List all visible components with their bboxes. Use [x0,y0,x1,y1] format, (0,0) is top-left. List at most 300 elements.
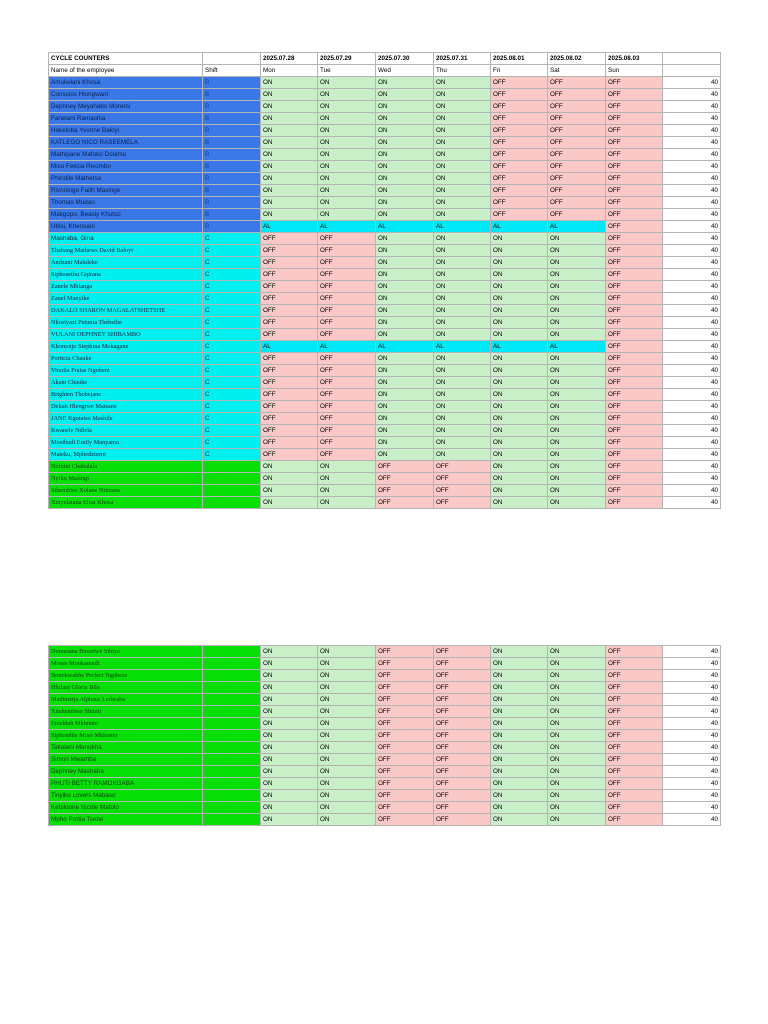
employee-name-cell[interactable]: Mashaba, Gina [49,233,203,245]
status-cell[interactable]: OFF [318,329,376,341]
status-cell[interactable]: ON [318,742,376,754]
status-cell[interactable]: ON [261,718,318,730]
shift-cell[interactable]: A [203,682,261,694]
status-cell[interactable]: OFF [548,125,606,137]
status-cell[interactable]: ON [491,497,548,509]
employee-name-cell[interactable]: Moses Mookamedi [49,658,203,670]
status-cell[interactable]: ON [318,173,376,185]
status-cell[interactable]: ON [318,778,376,790]
shift-cell[interactable]: C [203,305,261,317]
status-cell[interactable]: OFF [606,221,663,233]
shift-cell[interactable]: B [203,149,261,161]
hours-total-cell[interactable]: 40 [663,425,721,437]
status-cell[interactable]: OFF [318,269,376,281]
status-cell[interactable]: ON [318,161,376,173]
status-cell[interactable]: ON [318,766,376,778]
status-cell[interactable]: ON [491,353,548,365]
status-cell[interactable]: ON [318,197,376,209]
status-cell[interactable]: OFF [318,233,376,245]
employee-name-cell[interactable]: Dephney Mashaba [49,766,203,778]
status-cell[interactable]: OFF [606,353,663,365]
status-cell[interactable]: ON [318,730,376,742]
status-cell[interactable]: ON [318,185,376,197]
employee-name-cell[interactable]: Takaleni Manukha [49,742,203,754]
status-cell[interactable]: OFF [376,766,434,778]
status-cell[interactable]: ON [548,754,606,766]
status-cell[interactable]: ON [548,245,606,257]
status-cell[interactable]: ON [491,790,548,802]
hours-total-cell[interactable]: 40 [663,77,721,89]
status-cell[interactable]: ON [261,149,318,161]
status-cell[interactable]: ON [376,161,434,173]
status-cell[interactable]: ON [491,461,548,473]
status-cell[interactable]: OFF [261,425,318,437]
status-cell[interactable]: ON [261,790,318,802]
status-cell[interactable]: ON [376,329,434,341]
hours-total-cell[interactable]: 40 [663,658,721,670]
status-cell[interactable]: ON [318,670,376,682]
status-cell[interactable]: OFF [434,473,491,485]
employee-name-cell[interactable]: Dephney Meyahabo Moremi [49,101,203,113]
status-cell[interactable]: ON [548,802,606,814]
status-cell[interactable]: ON [434,317,491,329]
hours-total-cell[interactable]: 40 [663,233,721,245]
employee-name-cell[interactable]: Hakeloba Yvonne Baloyi [49,125,203,137]
employee-name-cell[interactable]: KATLEGO NICO RASEEMELA [49,137,203,149]
status-cell[interactable]: OFF [491,77,548,89]
status-cell[interactable]: ON [261,706,318,718]
status-cell[interactable]: ON [491,718,548,730]
employee-name-cell[interactable]: Amukelani Khosa [49,77,203,89]
status-cell[interactable]: AL [318,341,376,353]
status-cell[interactable]: OFF [548,197,606,209]
status-cell[interactable]: OFF [606,197,663,209]
status-cell[interactable]: ON [434,305,491,317]
status-cell[interactable]: ON [548,377,606,389]
status-cell[interactable]: ON [491,730,548,742]
shift-cell[interactable]: A [203,754,261,766]
shift-cell[interactable]: C [203,449,261,461]
status-cell[interactable]: OFF [376,485,434,497]
hours-total-cell[interactable]: 40 [663,814,721,826]
day-header[interactable]: Sun [606,65,663,77]
date-header[interactable]: 2025.07.29 [318,53,376,65]
employee-name-cell[interactable]: VULANI DEPHNEY SHIBAMBO [49,329,203,341]
status-cell[interactable]: OFF [261,389,318,401]
employee-name-cell[interactable]: Dumasana Busisiwe Sibiya [49,646,203,658]
status-cell[interactable]: OFF [606,161,663,173]
employee-name-cell[interactable]: Siphosethu Gqirana [49,269,203,281]
shift-cell[interactable]: C [203,269,261,281]
hours-total-cell[interactable]: 40 [663,802,721,814]
status-cell[interactable]: ON [491,766,548,778]
status-cell[interactable]: OFF [434,682,491,694]
status-cell[interactable]: OFF [606,497,663,509]
status-cell[interactable]: OFF [434,497,491,509]
shift-cell[interactable]: B [203,209,261,221]
status-cell[interactable]: ON [548,281,606,293]
status-cell[interactable]: ON [318,790,376,802]
name-column-header[interactable]: Name of the employee [49,65,203,77]
status-cell[interactable]: OFF [606,185,663,197]
employee-name-cell[interactable]: Brighten Thobejane [49,389,203,401]
status-cell[interactable]: ON [491,485,548,497]
status-cell[interactable]: ON [261,646,318,658]
status-cell[interactable]: ON [491,305,548,317]
shift-cell[interactable]: A [203,497,261,509]
status-cell[interactable]: ON [434,113,491,125]
date-header[interactable]: 2025.08.02 [548,53,606,65]
status-cell[interactable]: OFF [606,706,663,718]
status-cell[interactable]: ON [376,101,434,113]
status-cell[interactable]: OFF [606,694,663,706]
status-cell[interactable]: ON [261,77,318,89]
status-cell[interactable]: ON [548,389,606,401]
hours-total-cell[interactable]: 40 [663,706,721,718]
status-cell[interactable]: ON [548,718,606,730]
day-header[interactable]: Mon [261,65,318,77]
status-cell[interactable]: OFF [606,754,663,766]
status-cell[interactable]: ON [491,473,548,485]
status-cell[interactable]: ON [434,185,491,197]
day-header[interactable]: Wed [376,65,434,77]
hours-total-cell[interactable]: 40 [663,125,721,137]
header-blank-cell[interactable] [663,53,721,65]
status-cell[interactable]: ON [261,485,318,497]
hours-total-cell[interactable]: 40 [663,389,721,401]
status-cell[interactable]: OFF [318,305,376,317]
status-cell[interactable]: OFF [318,437,376,449]
status-cell[interactable]: ON [548,413,606,425]
status-cell[interactable]: ON [491,754,548,766]
status-cell[interactable]: ON [434,365,491,377]
status-cell[interactable]: ON [376,389,434,401]
status-cell[interactable]: OFF [376,682,434,694]
status-cell[interactable]: ON [491,245,548,257]
status-cell[interactable]: ON [548,329,606,341]
status-cell[interactable]: ON [261,473,318,485]
status-cell[interactable]: OFF [606,281,663,293]
status-cell[interactable]: ON [491,413,548,425]
status-cell[interactable]: OFF [606,377,663,389]
status-cell[interactable]: OFF [491,149,548,161]
status-cell[interactable]: ON [434,245,491,257]
status-cell[interactable]: OFF [434,802,491,814]
status-cell[interactable]: OFF [606,802,663,814]
hours-total-cell[interactable]: 40 [663,754,721,766]
employee-name-cell[interactable]: Mixo Felicia Rivombo [49,161,203,173]
hours-total-cell[interactable]: 40 [663,257,721,269]
status-cell[interactable]: AL [376,221,434,233]
hours-total-cell[interactable]: 40 [663,329,721,341]
status-cell[interactable]: ON [434,173,491,185]
status-cell[interactable]: ON [318,694,376,706]
shift-cell[interactable]: A [203,706,261,718]
status-cell[interactable]: OFF [606,293,663,305]
status-cell[interactable]: OFF [434,706,491,718]
status-cell[interactable]: ON [376,137,434,149]
status-cell[interactable]: OFF [318,377,376,389]
status-cell[interactable]: OFF [606,473,663,485]
status-cell[interactable]: OFF [261,353,318,365]
status-cell[interactable]: OFF [491,197,548,209]
employee-name-cell[interactable]: Mathipane Mafoko Dolamo [49,149,203,161]
hours-total-cell[interactable]: 40 [663,377,721,389]
status-cell[interactable]: ON [261,766,318,778]
employee-name-cell[interactable]: Phindile Mathetsa [49,173,203,185]
status-cell[interactable]: ON [491,694,548,706]
status-cell[interactable]: OFF [376,646,434,658]
status-cell[interactable]: ON [376,113,434,125]
hours-total-cell[interactable]: 40 [663,161,721,173]
hours-total-cell[interactable]: 40 [663,778,721,790]
status-cell[interactable]: OFF [376,754,434,766]
status-cell[interactable]: ON [318,209,376,221]
employee-name-cell[interactable]: Makgopo, Beasly Khutso [49,209,203,221]
status-cell[interactable]: ON [548,646,606,658]
shift-cell[interactable]: B [203,161,261,173]
status-cell[interactable]: OFF [434,485,491,497]
hours-total-cell[interactable]: 40 [663,670,721,682]
status-cell[interactable]: OFF [318,389,376,401]
status-cell[interactable]: ON [261,101,318,113]
shift-cell[interactable]: B [203,113,261,125]
status-cell[interactable]: ON [491,233,548,245]
status-cell[interactable]: OFF [548,173,606,185]
status-cell[interactable]: ON [376,281,434,293]
hours-total-cell[interactable]: 40 [663,293,721,305]
status-cell[interactable]: ON [261,694,318,706]
status-cell[interactable]: ON [491,658,548,670]
shift-cell[interactable]: C [203,233,261,245]
hours-total-cell[interactable]: 40 [663,694,721,706]
status-cell[interactable]: ON [548,473,606,485]
status-cell[interactable]: ON [261,161,318,173]
shift-cell[interactable]: A [203,814,261,826]
status-cell[interactable]: OFF [434,694,491,706]
status-cell[interactable]: ON [318,646,376,658]
status-cell[interactable]: OFF [606,778,663,790]
status-cell[interactable]: ON [434,233,491,245]
status-cell[interactable]: AL [548,341,606,353]
shift-cell[interactable]: A [203,461,261,473]
status-cell[interactable]: ON [548,814,606,826]
status-cell[interactable]: ON [376,269,434,281]
employee-name-cell[interactable]: Nyiko Masingi [49,473,203,485]
status-cell[interactable]: ON [261,814,318,826]
status-cell[interactable]: OFF [606,437,663,449]
status-cell[interactable]: OFF [548,101,606,113]
status-cell[interactable]: OFF [491,113,548,125]
hours-total-cell[interactable]: 40 [663,269,721,281]
status-cell[interactable]: ON [318,497,376,509]
status-cell[interactable]: ON [318,89,376,101]
shift-cell[interactable]: A [203,473,261,485]
status-cell[interactable]: OFF [491,125,548,137]
status-cell[interactable]: ON [376,317,434,329]
status-cell[interactable]: OFF [606,742,663,754]
shift-cell[interactable]: C [203,281,261,293]
status-cell[interactable]: OFF [376,461,434,473]
status-cell[interactable]: ON [548,233,606,245]
status-cell[interactable]: OFF [434,730,491,742]
hours-total-cell[interactable]: 40 [663,113,721,125]
hours-total-cell[interactable]: 40 [663,730,721,742]
status-cell[interactable]: ON [548,742,606,754]
status-cell[interactable]: ON [434,449,491,461]
status-cell[interactable]: ON [434,77,491,89]
status-cell[interactable]: ON [434,413,491,425]
status-cell[interactable]: ON [434,281,491,293]
employee-name-cell[interactable]: Emeldah Mkhonto [49,718,203,730]
status-cell[interactable]: OFF [376,670,434,682]
day-header[interactable]: Sat [548,65,606,77]
employee-name-cell[interactable]: Mosibudi Emily Manyama [49,437,203,449]
status-cell[interactable]: OFF [606,245,663,257]
status-cell[interactable]: ON [491,293,548,305]
status-cell[interactable]: OFF [491,161,548,173]
status-cell[interactable]: ON [491,646,548,658]
employee-name-cell[interactable]: Andzani Maluleke [49,257,203,269]
status-cell[interactable]: ON [491,682,548,694]
status-cell[interactable]: ON [261,802,318,814]
shift-cell[interactable]: A [203,694,261,706]
status-cell[interactable]: ON [548,317,606,329]
status-cell[interactable]: ON [491,365,548,377]
status-cell[interactable]: OFF [606,766,663,778]
status-cell[interactable]: ON [261,209,318,221]
status-cell[interactable]: OFF [606,365,663,377]
shift-cell[interactable]: C [203,389,261,401]
employee-name-cell[interactable]: Siphosihle Mixo Mkhonto [49,730,203,742]
status-cell[interactable]: ON [491,401,548,413]
status-cell[interactable]: OFF [548,77,606,89]
status-cell[interactable]: OFF [376,718,434,730]
sheet-title[interactable]: CYCLE COUNTERS [49,53,203,65]
status-cell[interactable]: OFF [318,401,376,413]
status-cell[interactable]: OFF [434,766,491,778]
hours-total-cell[interactable]: 40 [663,101,721,113]
shift-cell[interactable]: B [203,125,261,137]
status-cell[interactable]: OFF [376,742,434,754]
status-cell[interactable]: OFF [261,233,318,245]
status-cell[interactable]: ON [434,149,491,161]
status-cell[interactable]: OFF [491,137,548,149]
status-cell[interactable]: AL [434,341,491,353]
status-cell[interactable]: ON [376,245,434,257]
hours-total-cell[interactable]: 40 [663,473,721,485]
employee-name-cell[interactable]: Kebiloone Nicole Mafolo [49,802,203,814]
hours-total-cell[interactable]: 40 [663,742,721,754]
status-cell[interactable]: ON [261,682,318,694]
shift-cell[interactable]: B [203,89,261,101]
status-cell[interactable]: OFF [606,269,663,281]
employee-name-cell[interactable]: Simon Mwamba [49,754,203,766]
status-cell[interactable]: OFF [606,646,663,658]
status-cell[interactable]: OFF [606,341,663,353]
status-cell[interactable]: AL [318,221,376,233]
status-cell[interactable]: ON [491,257,548,269]
hours-total-cell[interactable]: 40 [663,766,721,778]
status-cell[interactable]: OFF [376,473,434,485]
status-cell[interactable]: ON [548,437,606,449]
status-cell[interactable]: ON [548,401,606,413]
status-cell[interactable]: ON [434,269,491,281]
status-cell[interactable]: ON [491,742,548,754]
shift-cell[interactable]: A [203,730,261,742]
shift-cell[interactable]: B [203,197,261,209]
employee-name-cell[interactable]: Deltah Hlengiwe Matsane [49,401,203,413]
date-header[interactable]: 2025.07.31 [434,53,491,65]
header-blank-cell[interactable] [663,65,721,77]
hours-total-cell[interactable]: 40 [663,317,721,329]
status-cell[interactable]: OFF [261,305,318,317]
status-cell[interactable]: OFF [606,814,663,826]
status-cell[interactable]: OFF [606,233,663,245]
hours-total-cell[interactable]: 40 [663,485,721,497]
shift-cell[interactable]: C [203,317,261,329]
employee-name-cell[interactable]: Conscios Hlongwani [49,89,203,101]
status-cell[interactable]: OFF [261,401,318,413]
employee-name-cell[interactable]: Thomas Mudau [49,197,203,209]
employee-name-cell[interactable]: Hlulani Gloria Bila [49,682,203,694]
status-cell[interactable]: OFF [606,257,663,269]
shift-cell[interactable]: C [203,401,261,413]
employee-name-cell[interactable]: PHUTI BETTY RAMOKGABA [49,778,203,790]
status-cell[interactable]: ON [376,449,434,461]
status-cell[interactable]: ON [548,778,606,790]
status-cell[interactable]: ON [261,173,318,185]
status-cell[interactable]: OFF [434,742,491,754]
shift-cell[interactable]: A [203,778,261,790]
status-cell[interactable]: ON [434,353,491,365]
date-header[interactable]: 2025.07.28 [261,53,318,65]
status-cell[interactable]: ON [491,317,548,329]
status-cell[interactable]: ON [318,473,376,485]
status-cell[interactable]: ON [261,89,318,101]
status-cell[interactable]: ON [434,125,491,137]
status-cell[interactable]: ON [434,329,491,341]
status-cell[interactable]: ON [376,353,434,365]
status-cell[interactable]: OFF [318,449,376,461]
status-cell[interactable]: ON [548,257,606,269]
employee-name-cell[interactable]: Thabang Mathews David Baloyi [49,245,203,257]
status-cell[interactable]: ON [491,437,548,449]
hours-total-cell[interactable]: 40 [663,89,721,101]
status-cell[interactable]: ON [434,377,491,389]
status-cell[interactable]: OFF [261,257,318,269]
hours-total-cell[interactable]: 40 [663,437,721,449]
status-cell[interactable]: OFF [261,269,318,281]
status-cell[interactable]: ON [548,269,606,281]
shift-cell[interactable]: B [203,137,261,149]
status-cell[interactable]: ON [261,125,318,137]
status-cell[interactable]: ON [548,365,606,377]
employee-name-cell[interactable]: Akani Chauke [49,377,203,389]
status-cell[interactable]: OFF [318,413,376,425]
status-cell[interactable]: ON [548,658,606,670]
employee-name-cell[interactable]: Fanelani Ramashia [49,113,203,125]
status-cell[interactable]: OFF [261,293,318,305]
status-cell[interactable]: OFF [318,425,376,437]
status-cell[interactable]: ON [318,101,376,113]
status-cell[interactable]: ON [548,293,606,305]
status-cell[interactable]: OFF [318,293,376,305]
status-cell[interactable]: OFF [318,245,376,257]
status-cell[interactable]: OFF [376,706,434,718]
status-cell[interactable]: OFF [376,730,434,742]
status-cell[interactable]: OFF [261,245,318,257]
